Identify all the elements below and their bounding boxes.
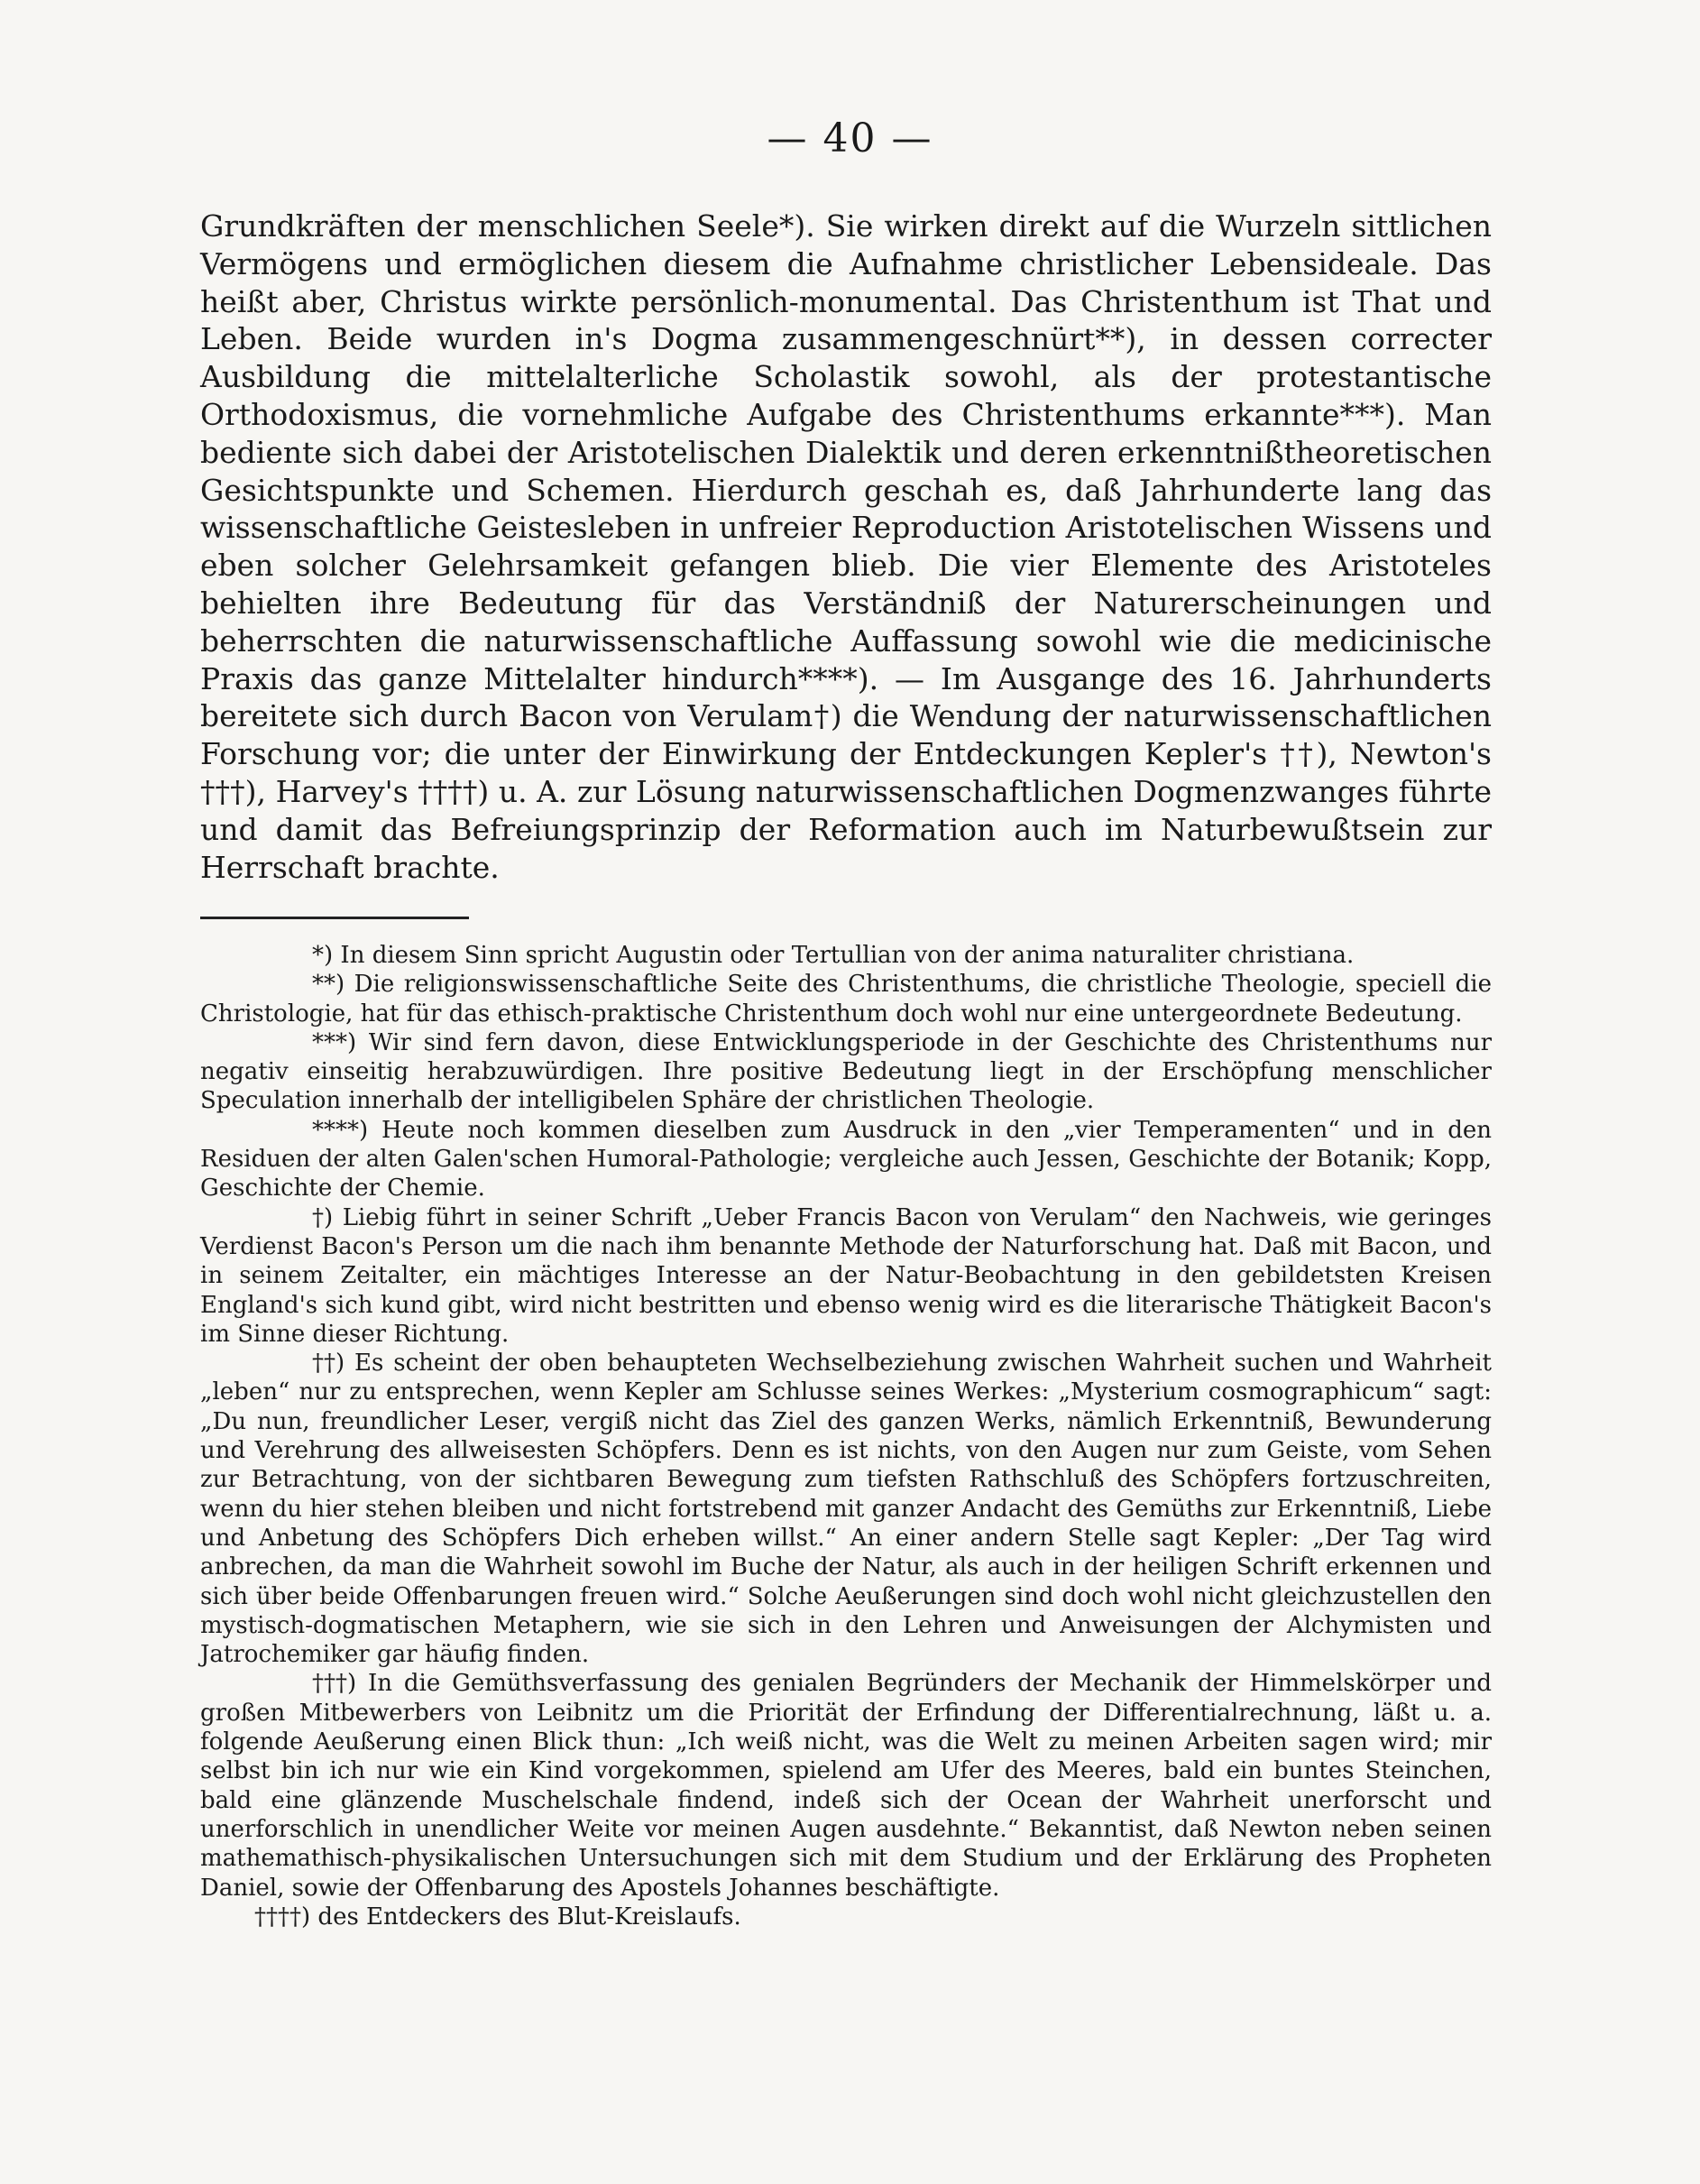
footnote-text: In die Gemüthsverfassung des genialen Begründers der Mechanik der Himmelskörper und großen Mitbewerbers von Leibnitz um die Priorität der Erfindung der Differentialrechnung, läßt u. a. folgende Aeußerung einen Blick thun: „Ich weiß nicht, was die Welt zu meinen Arbeiten sagen wird; mir selbst bin ich nur wie ein Kind vorgekommen, spielend am Ufer des Meeres, bald ein buntes Steinchen, bald eine glänzende Muschelschale findend, indeß sich der Ocean der Wahrheit unerforscht und unerforschlich in unendlicher Weite vor meinen Augen ausdehnte.“ Bekanntist, daß Newton neben seinen mathemathisch-physikalischen Untersuchungen sich mit dem Studium und der Erklärung des Propheten Daniel, sowie der Offenbarung des Apostels Johannes beschäftigte. — [200, 1670, 1493, 1902]
footnote-text: Heute noch kommen dieselben zum Ausdruck in den „vier Temperamenten“ und in den Residuen der alten Galen'schen Humoral-Pathologie; vergleiche auch Jessen, Geschichte der Botanik; Kopp, Geschichte der Chemie. — [200, 1116, 1492, 1203]
footnote-mark: **) — [312, 971, 345, 999]
footnote-text: Es scheint der oben behaupteten Wechselbeziehung zwischen Wahrheit suchen und Wahrheit „leben“ nur zu entsprechen, wenn Kepler am Schlusse seines Werkes: „Mysterium cosmographicum“ sagt: „Du nun, freundlicher Leser, vergiß nicht das Ziel des ganzen Werks, nämlich Erkenntniß, Bewunderung und Verehrung des allweisesten Schöpfers. Denn es ist nichts, von den Augen nur zum Geiste, vom Sehen zur Betrachtung, von der sichtbaren Bewegung zum tiefsten Rathschluß des Schöpfers fortzuschreiten, wenn du hier stehen bleiben und nicht fortstrebend mit ganzer Andacht des Gemüths zur Erkenntniß, Liebe und Anbetung des Schöpfers Dich erheben willst.“ An einer andern Stelle sagt Kepler: „Der Tag wird anbrechen, da man die Wahrheit sowohl im Buche der Natur, als auch in der heiligen Schrift erkennen und sich über beide Offenbarungen freuen wird.“ Solche Aeußerungen sind doch wohl nicht gleichzustellen den mystisch-dogmatischen Metaphern, wie sie sich in den Lehren und Anweisungen der Alchymisten und Jatrochemiker gar häufig finden. — [200, 1350, 1492, 1669]
footnote-5 — [200, 1203, 1492, 1349]
page-number: — 40 — — [767, 115, 933, 161]
main-paragraph: Grundkräften der menschlichen Seele*). Sie wirken direkt auf die Wurzeln sittlichen Vermögens und ermöglichen diesem die Aufnahme christlicher Lebensideale. Das heißt aber, Christus wirkte persönlich-monumental. Das Christenthum ist That und Leben. Beide wurden in's Dogma zusammengeschnürt**), in dessen correcter Ausbildung die mittelalterliche Scholastik sowohl, als der protestantische Orthodoxismus, die vornehmliche Aufgabe des Christenthums erkannte***). Man bediente sich dabei der Aristotelischen Dialektik und deren erkenntnißtheoretischen Gesichtspunkte und Schemen. Hierdurch geschah es, daß Jahrhunderte lang das wissenschaftliche Geistesleben in unfreier Reproduction Aristotelischen Wissens und eben solcher Gelehrsamkeit gefangen blieb. Die vier Elemente des Aristoteles behielten ihre Bedeutung für das Verständniß der Naturerscheinungen und beherrschten die naturwissenschaftliche Auffassung sowohl wie die medicinische Praxis das ganze Mittelalter hindurch****). — Im Ausgange des 16. Jahrhunderts bereitete sich durch Bacon von Verulam†) die Wendung der naturwissenschaftlichen Forschung vor; die unter der Einwirkung der Entdeckungen Kepler's ††), Newton's †††), Harvey's ††††) u. A. zur Lösung naturwissenschaftlichen Dogmenzwanges führte und damit das Befreiungsprinzip der Reformation auch im Naturbewußtsein zur Herrschaft brachte. — [200, 208, 1492, 885]
footnote-7 — [200, 1669, 1492, 1902]
footnote-3 — [200, 1028, 1492, 1116]
footnote-2 — [200, 970, 1492, 1028]
footnote-text: Die religionswissenschaftliche Seite des Christenthums, die christliche Theologie, speciell die Christologie, hat für das ethisch-praktische Christenthum doch wohl nur eine untergeordnete Bedeutung. — [200, 971, 1492, 1027]
footnote-text: In diesem Sinn spricht Augustin oder Tertullian von der anima naturaliter christiana. — [340, 942, 1355, 969]
footnote-8 — [200, 1903, 1492, 1931]
footnote-6 — [200, 1349, 1492, 1669]
footnote-text: des Entdeckers des Blut-Kreislaufs. — [317, 1903, 741, 1931]
footnote-text: Wir sind fern davon, diese Entwicklungsperiode in der Geschichte des Christenthums nur negativ einseitig herabzuwürdigen. Ihre positive Bedeutung liegt in der Erschöpfung menschlicher Speculation innerhalb der intelligibelen Sphäre der christlichen Theologie. — [200, 1028, 1492, 1115]
footnote-mark: ***) — [312, 1028, 357, 1056]
footnote-divider — [200, 917, 469, 919]
footnote-mark: †) — [312, 1203, 334, 1231]
footnote-1 — [200, 941, 1492, 970]
main-text — [200, 207, 1492, 886]
footnote-4 — [200, 1116, 1492, 1203]
footnote-text: Liebig führt in seiner Schrift „Ueber Francis Bacon von Verulam“ den Nachweis, wie geringes Verdienst Bacon's Person um die nach ihm benannte Methode der Naturforschung hat. Daß mit Bacon, und in seinem Zeitalter, ein mächtiges Interesse an der Natur-Beobachtung in den gebildetsten Kreisen England's sich kund gibt, wird nicht bestritten und ebenso wenig wird es die literarische Thätigkeit Bacon's im Sinne dieser Richtung. — [200, 1203, 1492, 1348]
footnote-mark: ††††) — [254, 1903, 311, 1931]
footnote-mark: *) — [312, 942, 334, 969]
footnotes — [200, 941, 1492, 1931]
footnote-mark: †††) — [312, 1670, 357, 1698]
footnote-mark: ****) — [312, 1116, 369, 1144]
footnote-mark: ††) — [312, 1350, 345, 1378]
